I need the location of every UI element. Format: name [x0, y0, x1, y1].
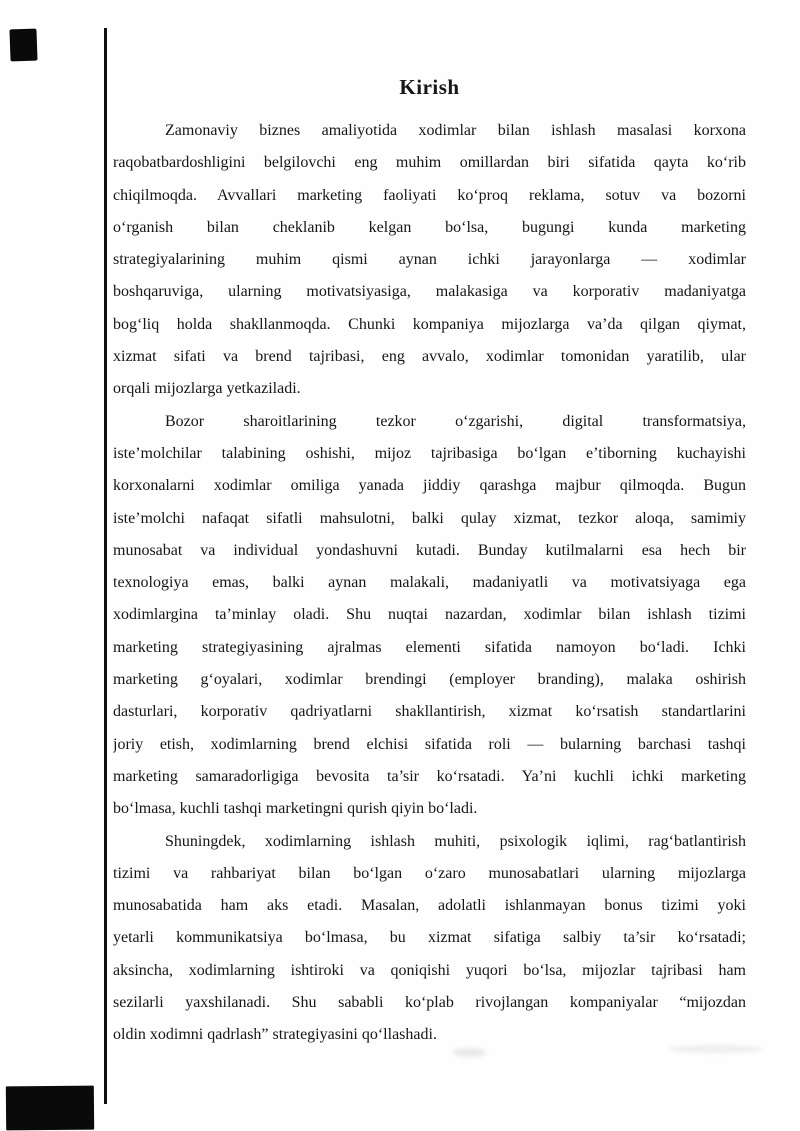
text-line: munosabat va individual yondashuvni kutadi. Bunday kutilmalarni esa hech bir [113, 541, 746, 559]
text-line: xizmat sifati va brend tajribasi, eng avvalo, xodimlar tomonidan yaratilib, ular [113, 348, 746, 366]
text-line: bog‘liq holda shakllanmoqda. Chunki kompaniya mijozlarga va’da qilgan qiymat, [113, 315, 746, 333]
text-line: munosabatida ham aks etadi. Masalan, adolatli ishlanmayan bonus tizimi yoki [113, 897, 746, 915]
paragraph [113, 115, 746, 406]
text-line: korxonalarni xodimlar omiliga yanada jiddiy qarashga majbur qilmoqda. Bugun [113, 477, 746, 495]
scan-blot-bottom-left [6, 1086, 94, 1131]
text-line: Bozor sharoitlarining tezkor o‘zgarishi, digital transformatsiya, [165, 412, 746, 430]
text-line: sezilarli yaxshilanadi. Shu sababli ko‘plab rivojlangan kompaniyalar “mijozdan [113, 994, 746, 1012]
paragraph [113, 826, 746, 1052]
text-line: Zamonaviy biznes amaliyotida xodimlar bilan ishlash masalasi korxona [165, 122, 746, 139]
text-line: tizimi va rahbariyat bilan bo‘lgan o‘zaro munosabatlari ularning mijozlarga [113, 864, 746, 882]
text-line: aksincha, xodimlarning ishtiroki va qoniqishi yuqori bo‘lsa, mijozlar tajribasi ham [113, 961, 746, 979]
text-line: texnologiya emas, balki aynan malakali, madaniyatli va motivatsiyaga ega [113, 574, 746, 592]
scan-edge-line-left [104, 28, 107, 1104]
text-line: o‘rganish bilan cheklanib kelgan bo‘lsa, bugungi kunda marketing [113, 218, 746, 236]
text-line: boshqaruviga, ularning motivatsiyasiga, malakasiga va korporativ madaniyatga [113, 283, 746, 301]
text-line: bo‘lmasa, kuchli tashqi marketingni qurish qiyin bo‘ladi. [113, 800, 478, 818]
text-line: xodimlargina ta’minlay oladi. Shu nuqtai nazardan, xodimlar bilan ishlash tizimi [113, 606, 746, 624]
text-line: yetarli kommunikatsiya bo‘lmasa, bu xizmat sifatiga salbiy ta’sir ko‘rsatadi; [113, 929, 746, 947]
text-line: iste’molchi nafaqat sifatli mahsulotni, balki qulay xizmat, tezkor aloqa, samimiy [113, 509, 746, 527]
page-title: Kirish [399, 75, 460, 99]
text-line: joriy etish, xodimlarning brend elchisi sifatida roli — bularning barchasi tashqi [113, 735, 746, 753]
text-line: marketing samaradorligiga bevosita ta’sir ko‘rsatadi. Ya’ni kuchli ichki marketing [113, 767, 746, 785]
document-content [113, 74, 746, 1052]
text-line: marketing g‘oyalari, xodimlar brendingi (employer branding), malaka oshirish [113, 671, 746, 689]
text-line: chiqilmoqda. Avvallari marketing faoliyati ko‘proq reklama, sotuv va bozorni [113, 186, 746, 204]
paragraph [113, 406, 746, 826]
text-line: orqali mijozlarga yetkaziladi. [113, 380, 301, 398]
scan-blot-top-left [9, 29, 37, 62]
text-line: dasturlari, korporativ qadriyatlarni shakllantirish, xizmat ko‘rsatish standartlarini [113, 703, 746, 721]
document-body [113, 115, 746, 1052]
text-line: strategiyalarining muhim qismi aynan ichki jarayonlarga — xodimlar [113, 251, 746, 269]
text-line: oldin xodimni qadrlash” strategiyasini qo‘llashadi. [113, 1026, 437, 1044]
text-line: Shuningdek, xodimlarning ishlash muhiti, psixologik iqlimi, rag‘batlantirish [165, 832, 746, 850]
text-line: marketing strategiyasining ajralmas elementi sifatida namoyon bo‘ladi. Ichki [113, 638, 746, 656]
text-line: iste’molchilar talabining oshishi, mijoz tajribasiga bo‘lgan e’tiborning kuchayishi [113, 444, 746, 462]
text-line: raqobatbardoshligini belgilovchi eng muhim omillardan biri sifatida qayta ko‘rib [113, 154, 746, 172]
